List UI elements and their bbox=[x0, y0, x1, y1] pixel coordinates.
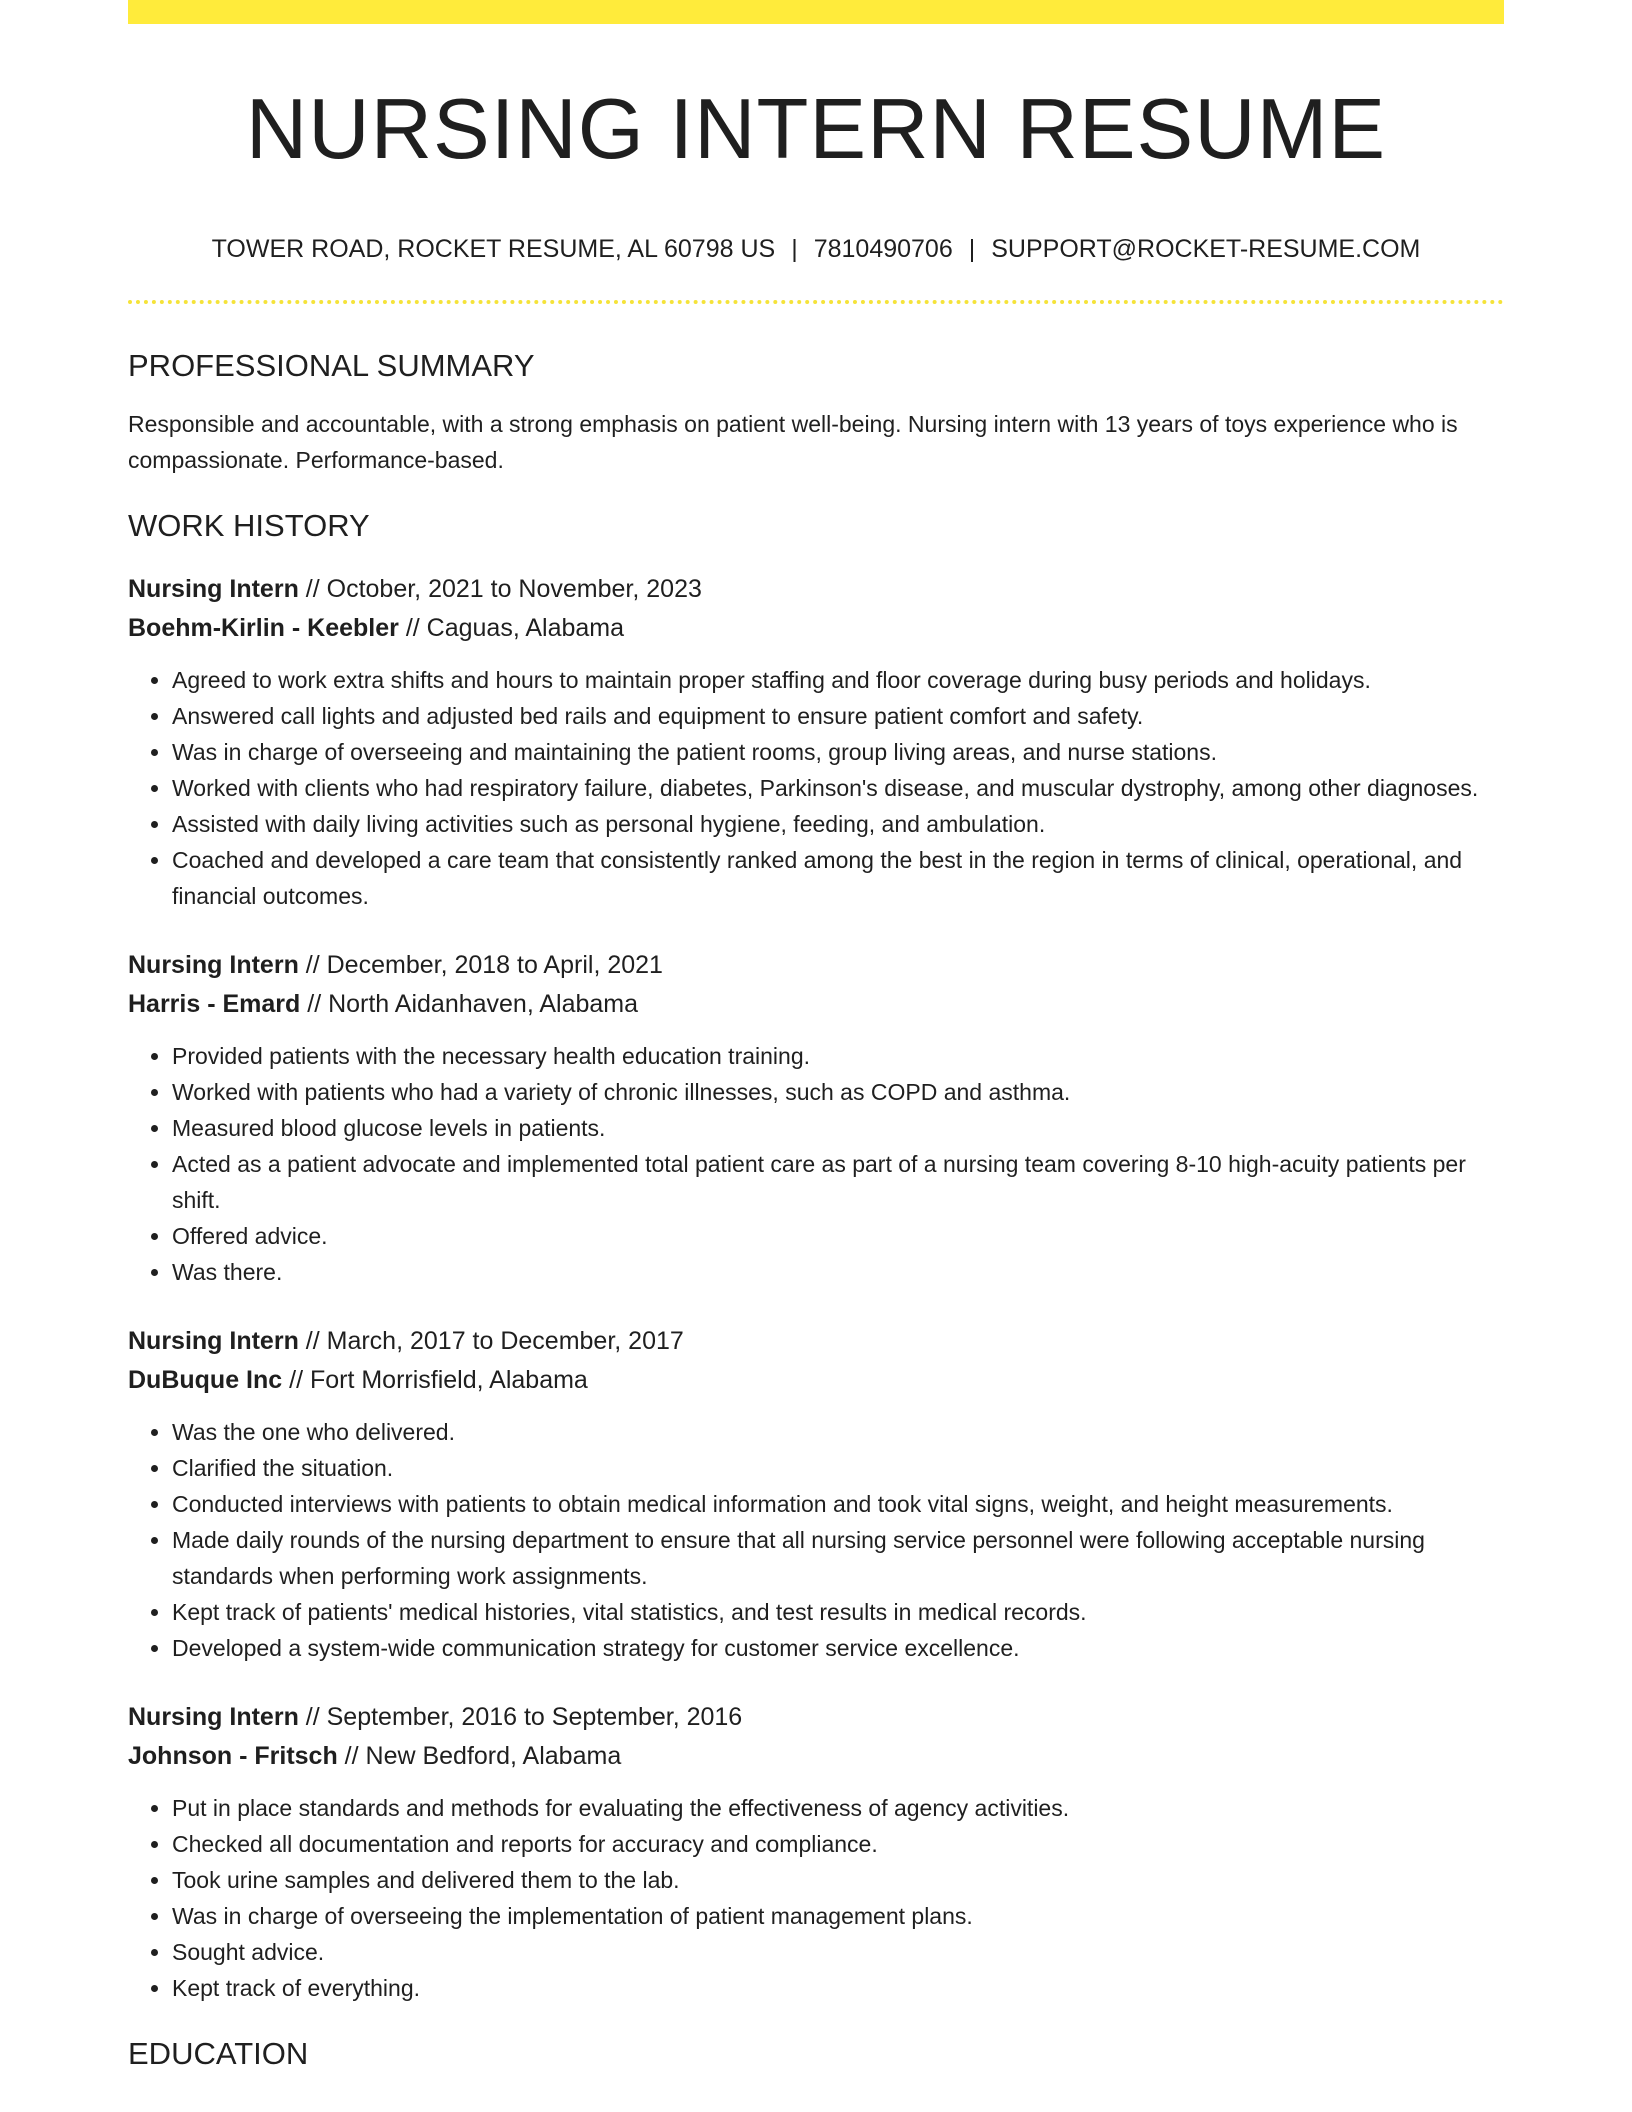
job-location: // Caguas, Alabama bbox=[398, 614, 625, 642]
job-title-line bbox=[128, 946, 1504, 985]
job-bullet: • Assisted with daily living activities such as personal hygiene, feeding, and ambulation. bbox=[172, 806, 1504, 842]
dotted-divider bbox=[128, 300, 1504, 304]
job-bullet: • Measured blood glucose levels in patients. bbox=[172, 1110, 1504, 1146]
contact-separator: | bbox=[791, 235, 798, 263]
job-company-line bbox=[128, 609, 1504, 648]
job-bullet: • Kept track of patients' medical histories, vital statistics, and test results in medical records. bbox=[172, 1594, 1504, 1630]
job-title-line bbox=[128, 1698, 1504, 1737]
contact-address: TOWER ROAD, ROCKET RESUME, AL 60798 US bbox=[211, 235, 776, 263]
job-bullet: • Sought advice. bbox=[172, 1934, 1504, 1970]
job-bullet: • Was the one who delivered. bbox=[172, 1414, 1504, 1450]
education-heading: EDUCATION bbox=[128, 2036, 309, 2071]
job-bullet: • Clarified the situation. bbox=[172, 1450, 1504, 1486]
job-company: Boehm-Kirlin - Keebler bbox=[128, 614, 399, 642]
job-company: Johnson - Fritsch bbox=[128, 1742, 338, 1770]
job-bullet: • Was in charge of overseeing the implementation of patient management plans. bbox=[172, 1898, 1504, 1934]
summary-text: Responsible and accountable, with a strong emphasis on patient well-being. Nursing intern with 13 years of toys experience who is compassionate. Performance-based. bbox=[128, 411, 1458, 473]
job-bullet: • Agreed to work extra shifts and hours to maintain proper staffing and floor coverage during busy periods and holidays. bbox=[172, 662, 1504, 698]
job-bullet: • Provided patients with the necessary health education training. bbox=[172, 1038, 1504, 1074]
job-dates: // October, 2021 to November, 2023 bbox=[298, 575, 702, 603]
job-bullet: • Put in place standards and methods for evaluating the effectiveness of agency activities. bbox=[172, 1790, 1504, 1826]
summary-heading: PROFESSIONAL SUMMARY bbox=[128, 348, 535, 383]
job-bullet: • Conducted interviews with patients to obtain medical information and took vital signs, weight, and height measurements. bbox=[172, 1486, 1504, 1522]
job-bullet: • Made daily rounds of the nursing department to ensure that all nursing service personnel were following acceptable nursing standards when performing work assignments. bbox=[172, 1522, 1504, 1594]
contact-separator: | bbox=[968, 235, 976, 263]
job-title: Nursing Intern bbox=[128, 1703, 299, 1731]
job-company-line bbox=[128, 985, 1504, 1024]
job-company-line bbox=[128, 1361, 1504, 1400]
job-bullet: • Checked all documentation and reports for accuracy and compliance. bbox=[172, 1826, 1504, 1862]
work-history-list bbox=[128, 570, 1504, 2006]
job-dates: // March, 2017 to December, 2017 bbox=[298, 1327, 684, 1355]
job-entry bbox=[128, 946, 1504, 1290]
job-title: Nursing Intern bbox=[128, 951, 299, 979]
resume-page bbox=[128, 0, 1504, 2072]
job-location: // New Bedford, Alabama bbox=[337, 1742, 622, 1770]
job-entry bbox=[128, 570, 1504, 914]
job-company: DuBuque Inc bbox=[128, 1366, 283, 1394]
contact-phone: 7810490706 bbox=[813, 235, 953, 263]
job-entry bbox=[128, 1698, 1504, 2006]
job-entry bbox=[128, 1322, 1504, 1666]
job-company-line bbox=[128, 1737, 1504, 1776]
contact-email: SUPPORT@ROCKET-RESUME.COM bbox=[991, 235, 1421, 263]
job-bullet: • Worked with patients who had a variety of chronic illnesses, such as COPD and asthma. bbox=[172, 1074, 1504, 1110]
job-title: Nursing Intern bbox=[128, 575, 299, 603]
job-title: Nursing Intern bbox=[128, 1327, 299, 1355]
resume-title: NURSING INTERN RESUME bbox=[245, 82, 1387, 177]
job-dates: // December, 2018 to April, 2021 bbox=[298, 951, 663, 979]
job-company: Harris - Emard bbox=[128, 990, 301, 1018]
contact-line bbox=[128, 234, 1504, 264]
job-bullet: • Developed a system-wide communication strategy for customer service excellence. bbox=[172, 1630, 1504, 1666]
job-bullet: • Coached and developed a care team that consistently ranked among the best in the region in terms of clinical, operational, and financial outcomes. bbox=[172, 842, 1504, 914]
job-dates: // September, 2016 to September, 2016 bbox=[298, 1703, 743, 1731]
job-location: // North Aidanhaven, Alabama bbox=[300, 990, 639, 1018]
job-bullet: • Was in charge of overseeing and maintaining the patient rooms, group living areas, and nurse stations. bbox=[172, 734, 1504, 770]
job-bullet: • Was there. bbox=[172, 1254, 1504, 1290]
work-history-heading: WORK HISTORY bbox=[128, 508, 370, 543]
job-bullet: • Answered call lights and adjusted bed rails and equipment to ensure patient comfort and safety. bbox=[172, 698, 1504, 734]
job-bullet-list bbox=[128, 1414, 1504, 1666]
job-bullet: • Took urine samples and delivered them to the lab. bbox=[172, 1862, 1504, 1898]
job-bullet-list bbox=[128, 1790, 1504, 2006]
job-bullet: • Kept track of everything. bbox=[172, 1970, 1504, 2006]
job-bullet-list bbox=[128, 1038, 1504, 1290]
job-bullet: • Acted as a patient advocate and implemented total patient care as part of a nursing team covering 8-10 high-acuity patients per shift. bbox=[172, 1146, 1504, 1218]
job-bullet: • Offered advice. bbox=[172, 1218, 1504, 1254]
job-bullet-list bbox=[128, 662, 1504, 914]
job-title-line bbox=[128, 570, 1504, 609]
job-title-line bbox=[128, 1322, 1504, 1361]
job-location: // Fort Morrisfield, Alabama bbox=[282, 1366, 588, 1394]
job-bullet: • Worked with clients who had respiratory failure, diabetes, Parkinson's disease, and muscular dystrophy, among other diagnoses. bbox=[172, 770, 1504, 806]
